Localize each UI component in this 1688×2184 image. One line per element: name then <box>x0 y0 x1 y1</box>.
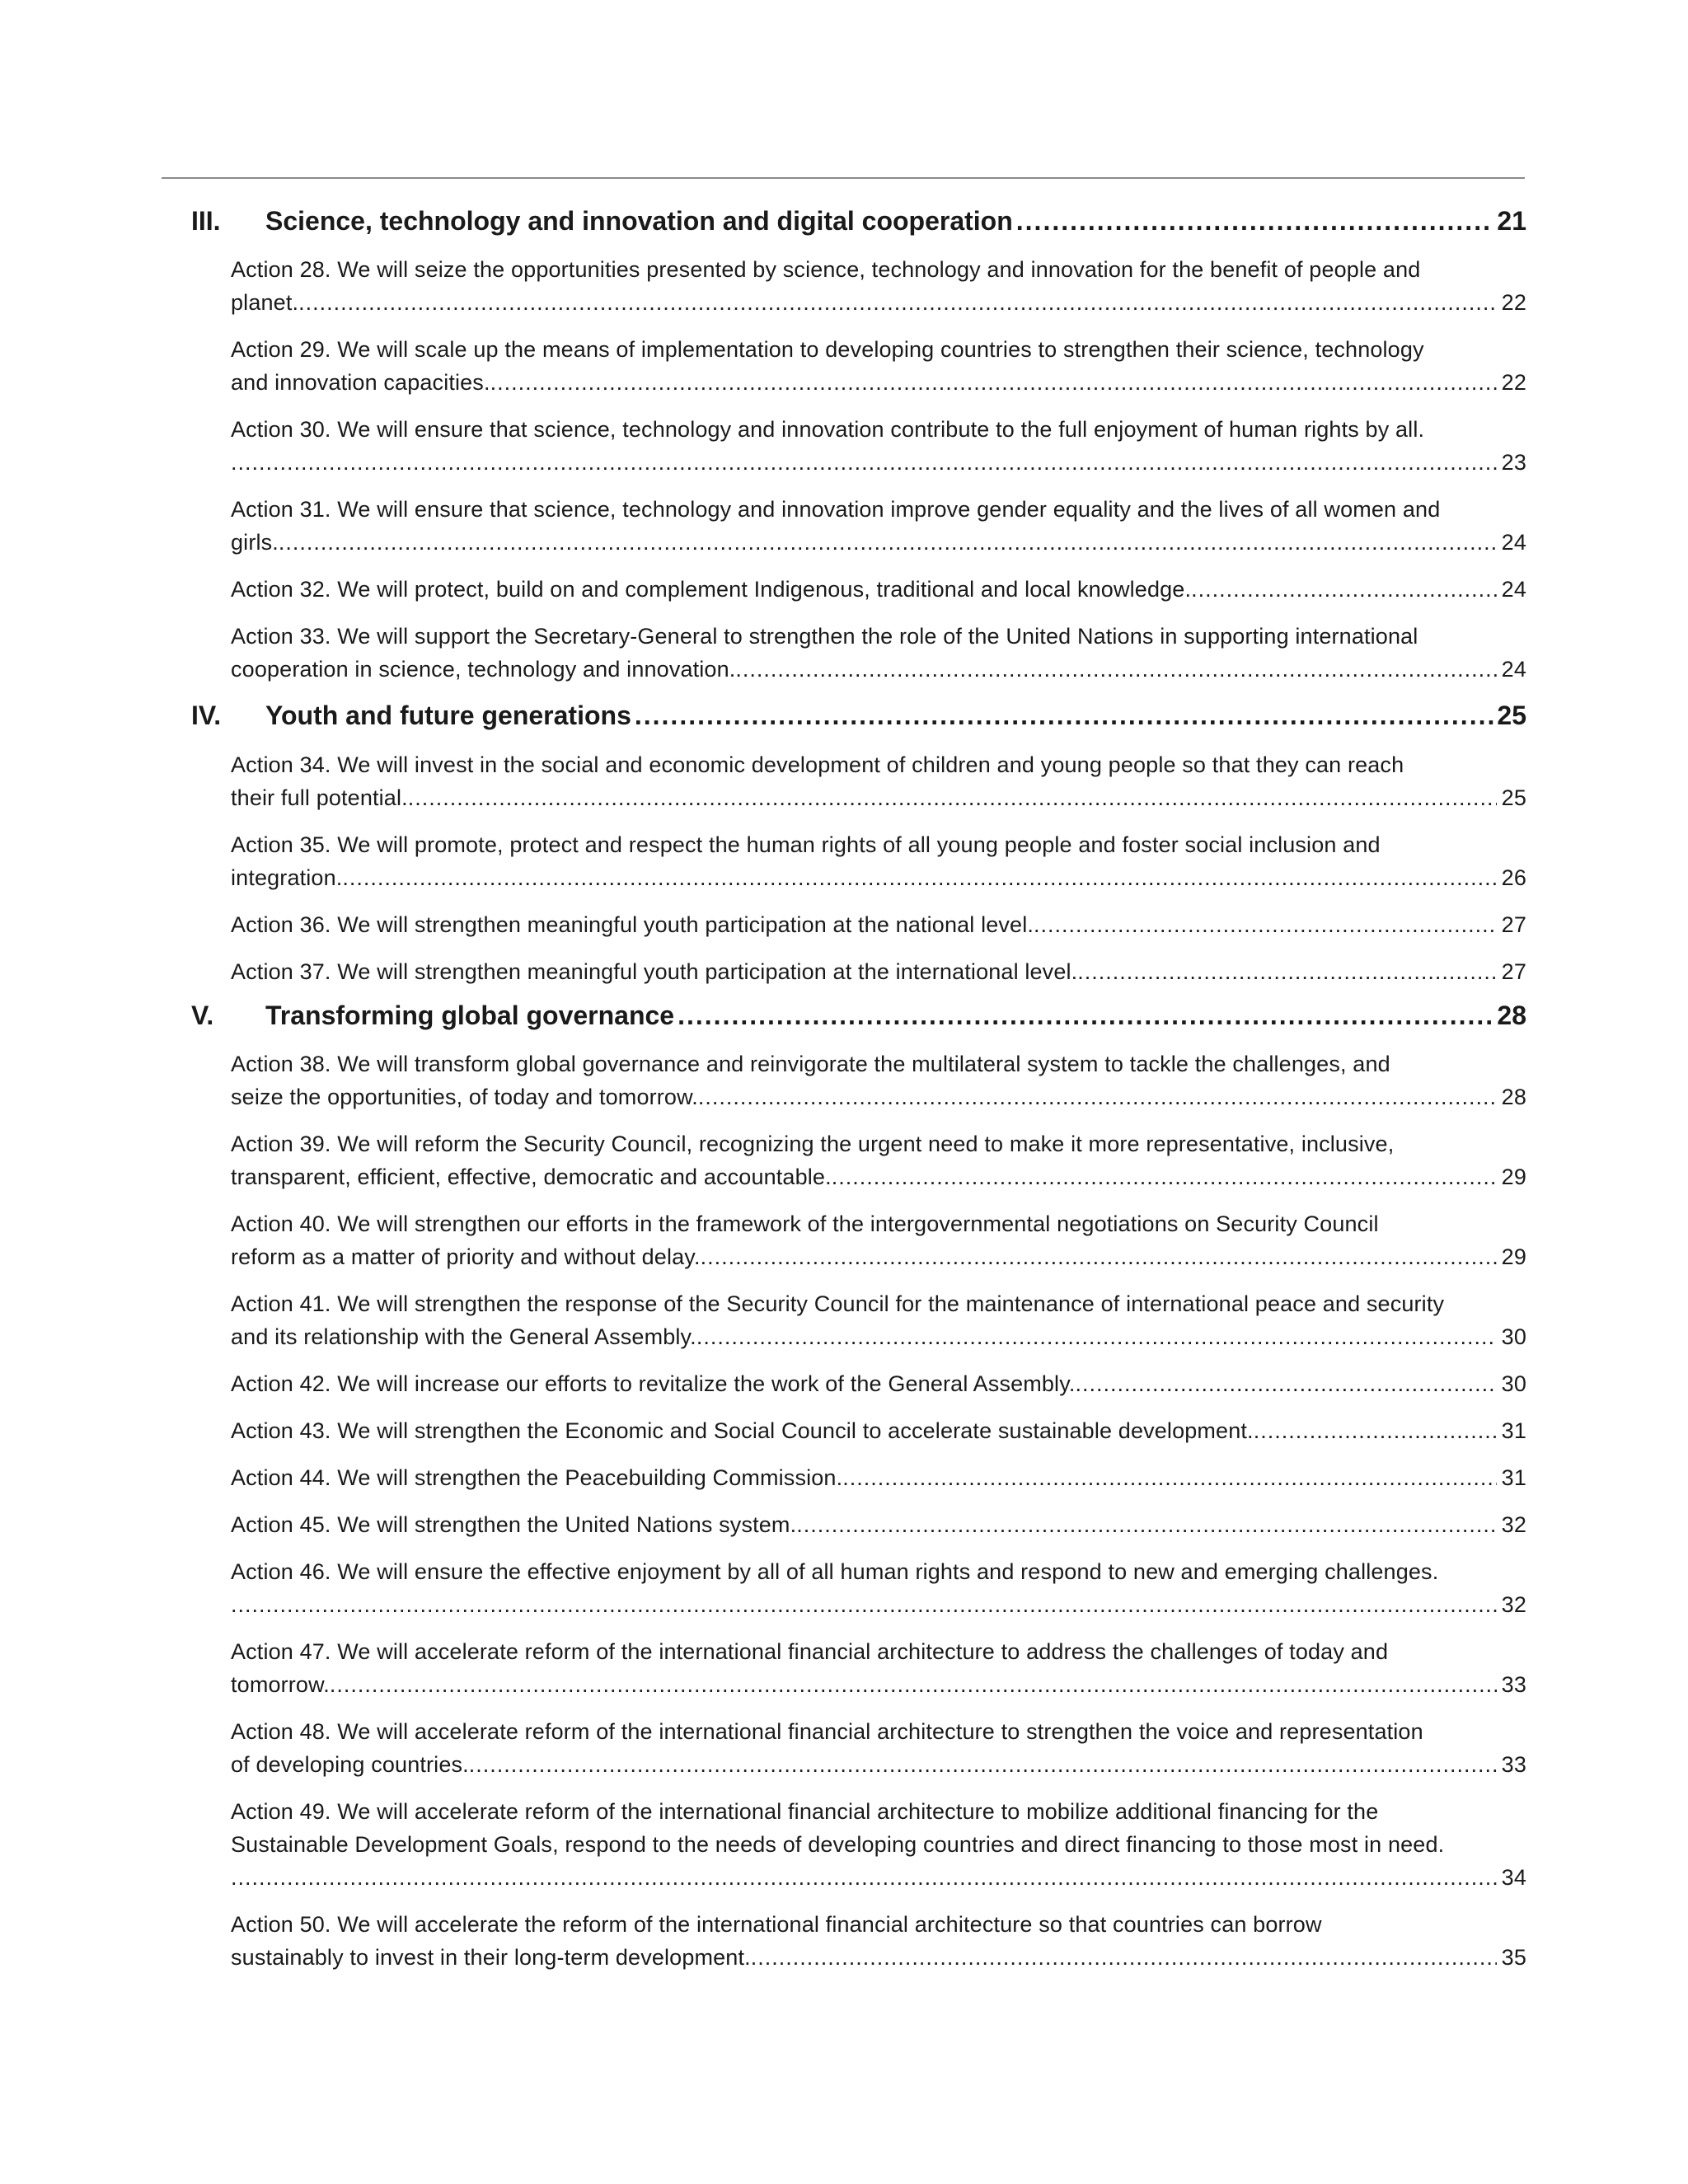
dot-leader <box>842 1461 1496 1494</box>
entry-page-number: 23 <box>1501 450 1526 475</box>
entry-text-line: Action 48. We will accelerate reform of the international financial architecture to strengthen the voice and representation <box>231 1719 1423 1744</box>
entry-page-number: 33 <box>1501 1672 1526 1697</box>
entry-text-line: Action 50. We will accelerate the reform of the international financial architecture so that countries can borrow <box>231 1912 1322 1937</box>
entry-text-end: Action 43. We will strengthen the Economic and Social Council to accelerate sustainable development. <box>231 1418 1254 1443</box>
toc-entry-action-40[interactable] <box>231 1207 1526 1273</box>
dot-leader <box>751 1941 1497 1974</box>
section-page-number: 21 <box>1497 206 1526 236</box>
entry-page-number: 31 <box>1501 1465 1526 1490</box>
toc-entry-action-46[interactable] <box>231 1555 1526 1621</box>
dot-leader <box>1191 573 1497 606</box>
dot-leader <box>408 781 1497 814</box>
entry-text-end: their full potential. <box>231 785 408 810</box>
section-page-number: 28 <box>1497 1001 1526 1030</box>
entry-text-end: cooperation in science, technology and innovation. <box>231 657 736 682</box>
dot-leader <box>342 861 1496 894</box>
entry-text-line: Action 29. We will scale up the means of implementation to developing countries to strengthen their science, technology <box>231 337 1424 362</box>
entry-page-number: 24 <box>1501 577 1526 602</box>
entry-page-number: 31 <box>1501 1418 1526 1443</box>
entry-page-number: 24 <box>1501 530 1526 555</box>
section-number: V. <box>191 1001 214 1030</box>
toc-entry-action-42[interactable] <box>231 1367 1526 1400</box>
entry-page-number: 32 <box>1501 1592 1526 1617</box>
entry-page-number: 29 <box>1501 1165 1526 1189</box>
dot-leader <box>469 1748 1497 1781</box>
entry-page-number: 28 <box>1501 1085 1526 1109</box>
entry-page-number: 30 <box>1501 1324 1526 1349</box>
section-page-number: 25 <box>1497 701 1526 730</box>
dot-leader <box>735 653 1496 686</box>
entry-text-line: Action 49. We will accelerate reform of the international financial architecture to mobilize additional financing for the <box>231 1799 1379 1824</box>
dot-leader <box>1254 1414 1497 1447</box>
dot-leader <box>330 1668 1497 1701</box>
toc-entry-action-49[interactable] <box>231 1795 1526 1894</box>
dot-leader <box>231 1861 1497 1894</box>
dot-leader <box>678 999 1493 1032</box>
toc-entry-action-37[interactable] <box>231 955 1526 988</box>
toc-entry-action-50[interactable] <box>231 1908 1526 1974</box>
entry-text-line: Action 41. We will strengthen the response of the Security Council for the maintenance of international peace and security <box>231 1291 1445 1316</box>
dot-leader <box>279 526 1497 559</box>
toc-entry-action-47[interactable] <box>231 1635 1526 1701</box>
entry-page-number: 26 <box>1501 865 1526 890</box>
entry-text-end: Action 44. We will strengthen the Peacebuilding Commission. <box>231 1465 843 1490</box>
entry-text-end: Action 32. We will protect, build on and complement Indigenous, traditional and local knowledge. <box>231 577 1192 602</box>
dot-leader <box>1076 1367 1497 1400</box>
entry-text-end: girls. <box>231 530 279 555</box>
entry-text-end: and its relationship with the General Assembly. <box>231 1324 696 1349</box>
entry-text-end: of developing countries. <box>231 1752 469 1777</box>
toc-entry-action-29[interactable] <box>231 333 1526 399</box>
entry-page-number: 35 <box>1501 1945 1526 1970</box>
entry-text-line: Action 35. We will promote, protect and respect the human rights of all young people and foster social inclusion and <box>231 832 1381 857</box>
toc-entry-action-30[interactable] <box>231 413 1526 479</box>
entry-page-number: 25 <box>1501 785 1526 810</box>
toc-entry-action-28[interactable] <box>231 253 1526 319</box>
dot-leader <box>1034 908 1497 941</box>
entry-text-end: Action 45. We will strengthen the United Nations system. <box>231 1512 797 1537</box>
section-number: III. <box>191 206 221 236</box>
dot-leader <box>231 446 1497 479</box>
entry-page-number: 32 <box>1501 1512 1526 1537</box>
section-title: Science, technology and innovation and digital cooperation <box>265 206 1013 236</box>
entry-page-number: 27 <box>1501 959 1526 984</box>
toc-entry-action-35[interactable] <box>231 828 1526 894</box>
dot-leader <box>698 1080 1497 1113</box>
entry-text-end: and innovation capacities. <box>231 370 490 395</box>
dot-leader <box>696 1320 1497 1353</box>
entry-page-number: 30 <box>1501 1371 1526 1396</box>
section-title: Youth and future generations <box>265 701 631 730</box>
entry-text-end: Action 37. We will strengthen meaningful youth participation at the international level. <box>231 959 1078 984</box>
entry-page-number: 22 <box>1501 370 1526 395</box>
toc-entry-action-45[interactable] <box>231 1508 1526 1541</box>
dot-leader <box>832 1160 1497 1193</box>
top-rule <box>162 177 1525 179</box>
dot-leader <box>298 286 1497 319</box>
entry-page-number: 24 <box>1501 657 1526 682</box>
dot-leader <box>490 366 1497 399</box>
entry-text-line: Action 31. We will ensure that science, technology and innovation improve gender equality and the lives of all women and <box>231 497 1441 522</box>
dot-leader <box>796 1508 1496 1541</box>
entry-text-end: sustainably to invest in their long-term development. <box>231 1945 751 1970</box>
toc-entry-action-39[interactable] <box>231 1127 1526 1193</box>
toc-entry-action-41[interactable] <box>231 1287 1526 1353</box>
section-title: Transforming global governance <box>265 1001 675 1030</box>
dot-leader <box>635 699 1494 732</box>
entry-text-end: transparent, efficient, effective, democratic and accountable. <box>231 1165 832 1189</box>
toc-entry-action-34[interactable] <box>231 748 1526 814</box>
toc-entry-action-33[interactable] <box>231 620 1526 686</box>
toc-entry-action-43[interactable] <box>231 1414 1526 1447</box>
entry-text-line: Action 47. We will accelerate reform of the international financial architecture to address the challenges of today and <box>231 1639 1389 1664</box>
entry-page-number: 33 <box>1501 1752 1526 1777</box>
toc-entry-action-38[interactable] <box>231 1047 1526 1113</box>
entry-text-line: Action 28. We will seize the opportunities presented by science, technology and innovation for the benefit of people and <box>231 257 1421 282</box>
entry-text-end: integration. <box>231 865 343 890</box>
entry-text-line: Action 30. We will ensure that science, technology and innovation contribute to the full enjoyment of human rights by all. <box>231 417 1425 442</box>
toc-entry-action-48[interactable] <box>231 1715 1526 1781</box>
dot-leader <box>701 1240 1497 1273</box>
entry-text-line-2: Sustainable Development Goals, respond to the needs of developing countries and direct financing to those most in need. <box>231 1832 1445 1857</box>
entry-text-line: Action 40. We will strengthen our efforts in the framework of the intergovernmental negotiations on Security Council <box>231 1212 1379 1236</box>
toc-entry-action-36[interactable] <box>231 908 1526 941</box>
entry-page-number: 27 <box>1501 912 1526 937</box>
toc-entry-action-32[interactable] <box>231 573 1526 606</box>
entry-text-line: Action 33. We will support the Secretary-General to strengthen the role of the United Nations in supporting international <box>231 624 1418 649</box>
entry-text-end: Action 42. We will increase our efforts to revitalize the work of the General Assembly. <box>231 1371 1076 1396</box>
dot-leader <box>1016 204 1494 237</box>
entry-page-number: 29 <box>1501 1244 1526 1269</box>
entry-text-line: Action 38. We will transform global governance and reinvigorate the multilateral system to tackle the challenges, and <box>231 1052 1390 1076</box>
entry-text-end: reform as a matter of priority and without delay. <box>231 1244 701 1269</box>
entry-page-number: 34 <box>1501 1865 1526 1890</box>
entry-page-number: 22 <box>1501 290 1526 315</box>
entry-text-line: Action 39. We will reform the Security Council, recognizing the urgent need to make it more representative, inclusive, <box>231 1132 1395 1156</box>
dot-leader <box>231 1588 1497 1621</box>
toc-entry-action-31[interactable] <box>231 493 1526 559</box>
dot-leader <box>1077 955 1496 988</box>
section-number: IV. <box>191 701 222 730</box>
entry-text-end: tomorrow. <box>231 1672 330 1697</box>
entry-text-line: Action 46. We will ensure the effective enjoyment by all of all human rights and respond to new and emerging challenges. <box>231 1559 1439 1584</box>
entry-text-end: Action 36. We will strengthen meaningful youth participation at the national level. <box>231 912 1034 937</box>
entry-text-end: seize the opportunities, of today and tomorrow. <box>231 1085 698 1109</box>
entry-text-line: Action 34. We will invest in the social and economic development of children and young people so that they can reach <box>231 752 1404 777</box>
toc-entry-action-44[interactable] <box>231 1461 1526 1494</box>
entry-text-end: planet. <box>231 290 299 315</box>
